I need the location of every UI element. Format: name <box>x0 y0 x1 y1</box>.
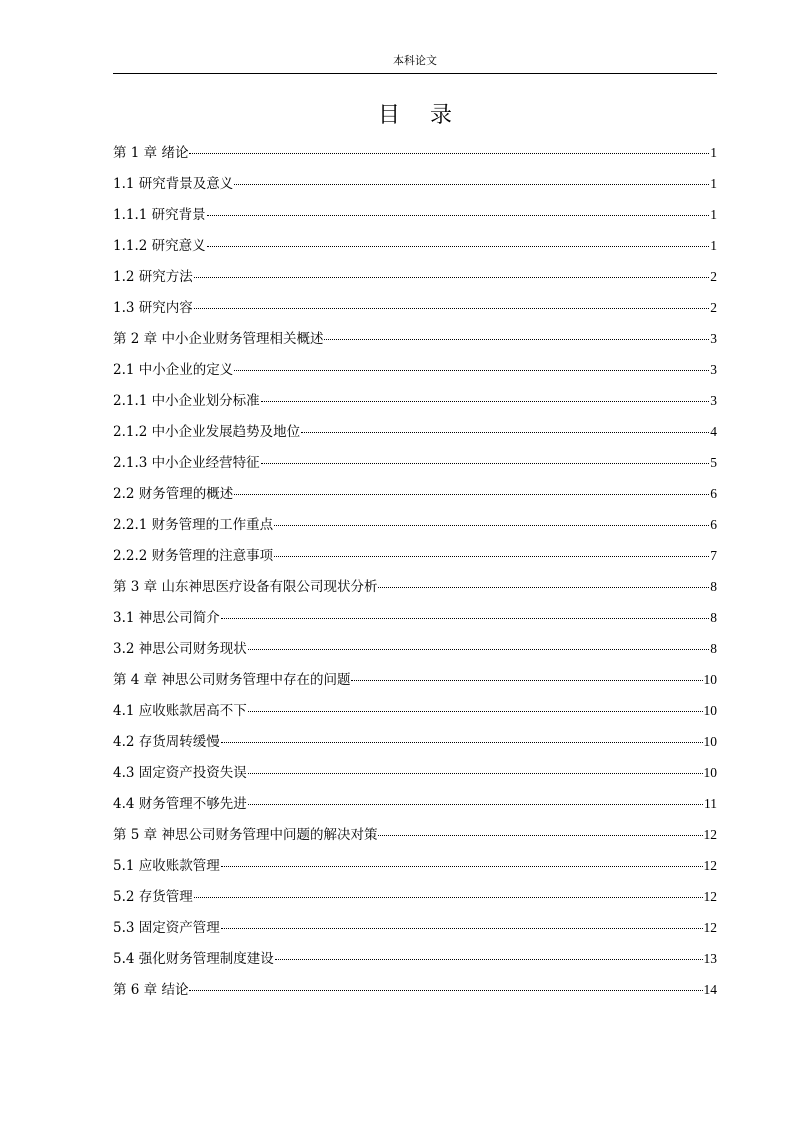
toc-leader-dots <box>248 711 703 712</box>
toc-leader-dots <box>351 680 702 681</box>
toc-entry-page: 2 <box>710 269 717 284</box>
toc-entry[interactable] <box>113 669 717 700</box>
toc-entry-page: 6 <box>710 486 717 501</box>
header-rule <box>113 73 717 74</box>
toc-entry[interactable] <box>113 142 717 173</box>
toc-leader-dots <box>207 246 710 247</box>
toc-entry[interactable] <box>113 762 717 793</box>
toc-leader-dots <box>275 959 703 960</box>
toc-entry[interactable] <box>113 638 717 669</box>
toc-entry-label: 第 6 章 结论 <box>113 982 189 998</box>
toc-entry-label: 2.2.2 财务管理的注意事项 <box>113 548 274 564</box>
toc-entry-label: 2.2 财务管理的概述 <box>113 486 234 502</box>
toc-leader-dots <box>248 649 709 650</box>
toc-entry-page: 10 <box>703 765 717 780</box>
toc-entry-label: 1.1.2 研究意义 <box>113 238 206 254</box>
toc-entry-label: 1.1 研究背景及意义 <box>113 176 234 192</box>
toc-leader-dots <box>207 215 710 216</box>
toc-entry-page: 12 <box>703 827 717 842</box>
toc-entry-page: 12 <box>703 920 717 935</box>
toc-leader-dots <box>221 742 703 743</box>
toc-leader-dots <box>378 835 702 836</box>
toc-entry[interactable] <box>113 979 717 1010</box>
toc-entry[interactable] <box>113 297 717 328</box>
toc-entry-label: 3.1 神思公司简介 <box>113 610 220 626</box>
toc-entry-label: 第 2 章 中小企业财务管理相关概述 <box>113 331 324 347</box>
toc-leader-dots <box>189 153 709 154</box>
toc-leader-dots <box>261 463 710 464</box>
toc-entry[interactable] <box>113 545 717 576</box>
toc-leader-dots <box>378 587 709 588</box>
toc-entry-page: 10 <box>703 734 717 749</box>
toc-entry-label: 4.4 财务管理不够先进 <box>113 796 247 812</box>
toc-entry[interactable] <box>113 793 717 824</box>
toc-entry-page: 12 <box>703 858 717 873</box>
toc-entry[interactable] <box>113 204 717 235</box>
toc-entry-page: 10 <box>703 672 717 687</box>
toc-entry-page: 1 <box>710 238 717 253</box>
toc-leader-dots <box>324 339 709 340</box>
toc-entry-page: 14 <box>703 982 717 997</box>
toc-entry-page: 6 <box>710 517 717 532</box>
toc-entry-page: 3 <box>710 362 717 377</box>
toc-leader-dots <box>301 432 709 433</box>
toc-entry-label: 2.2.1 财务管理的工作重点 <box>113 517 274 533</box>
toc-entry[interactable] <box>113 607 717 638</box>
toc-entry-page: 2 <box>710 300 717 315</box>
toc-leader-dots <box>194 308 709 309</box>
toc-leader-dots <box>234 184 709 185</box>
toc-entry-label: 第 4 章 神思公司财务管理中存在的问题 <box>113 672 351 688</box>
toc-entry-label: 4.2 存货周转缓慢 <box>113 734 220 750</box>
toc-entry[interactable] <box>113 855 717 886</box>
toc-entry[interactable] <box>113 235 717 266</box>
toc-leader-dots <box>274 556 709 557</box>
toc-entry[interactable] <box>113 421 717 452</box>
toc-entry[interactable] <box>113 173 717 204</box>
toc-entry[interactable] <box>113 514 717 545</box>
toc-leader-dots <box>248 773 703 774</box>
toc-entry-label: 2.1.1 中小企业划分标准 <box>113 393 260 409</box>
toc-entry-page: 3 <box>710 331 717 346</box>
toc-entry-label: 2.1.3 中小企业经营特征 <box>113 455 260 471</box>
toc-entry-label: 5.4 强化财务管理制度建设 <box>113 951 274 967</box>
toc-entry-label: 1.1.1 研究背景 <box>113 207 206 223</box>
toc-entry[interactable] <box>113 731 717 762</box>
toc-leader-dots <box>221 618 709 619</box>
toc-entry[interactable] <box>113 266 717 297</box>
toc-entry[interactable] <box>113 576 717 607</box>
toc-entry-page: 3 <box>710 393 717 408</box>
toc-entry-page: 1 <box>710 176 717 191</box>
toc-entry-label: 5.3 固定资产管理 <box>113 920 220 936</box>
toc-entry-page: 11 <box>704 796 717 811</box>
toc-entry-page: 8 <box>710 610 717 625</box>
toc-entry-page: 13 <box>703 951 717 966</box>
toc-leader-dots <box>261 401 710 402</box>
toc-entry[interactable] <box>113 328 717 359</box>
toc-entry-page: 4 <box>710 424 717 439</box>
toc-leader-dots <box>221 928 703 929</box>
toc-leader-dots <box>248 804 703 805</box>
toc-entry-label: 1.2 研究方法 <box>113 269 193 285</box>
toc-leader-dots <box>234 494 709 495</box>
toc-entry-page: 1 <box>710 207 717 222</box>
toc-entry-label: 5.2 存货管理 <box>113 889 193 905</box>
toc-entry[interactable] <box>113 452 717 483</box>
toc-entry-page: 5 <box>710 455 717 470</box>
toc-entry-page: 8 <box>710 641 717 656</box>
toc-leader-dots <box>194 897 703 898</box>
toc-entry-label: 第 3 章 山东神思医疗设备有限公司现状分析 <box>113 579 378 595</box>
toc-title: 目录 <box>377 103 482 128</box>
toc-leader-dots <box>189 990 702 991</box>
toc-leader-dots <box>234 370 709 371</box>
toc-entry-page: 1 <box>710 145 717 160</box>
toc-entry-label: 2.1 中小企业的定义 <box>113 362 234 378</box>
toc-entry-label: 第 5 章 神思公司财务管理中问题的解决对策 <box>113 827 378 843</box>
toc-entry-label: 第 1 章 绪论 <box>113 145 189 161</box>
table-of-contents <box>113 142 717 1010</box>
toc-entry[interactable] <box>113 483 717 514</box>
toc-entry[interactable] <box>113 917 717 948</box>
toc-entry-label: 4.3 固定资产投资失误 <box>113 765 247 781</box>
toc-entry-page: 10 <box>703 703 717 718</box>
toc-leader-dots <box>221 866 703 867</box>
toc-entry-label: 5.1 应收账款管理 <box>113 858 220 874</box>
toc-entry[interactable] <box>113 824 717 855</box>
toc-leader-dots <box>194 277 709 278</box>
page-header: 本科论文 <box>393 54 437 67</box>
toc-entry-label: 4.1 应收账款居高不下 <box>113 703 247 719</box>
toc-entry[interactable] <box>113 700 717 731</box>
toc-entry-page: 8 <box>710 579 717 594</box>
toc-entry[interactable] <box>113 390 717 421</box>
toc-entry-label: 3.2 神思公司财务现状 <box>113 641 247 657</box>
toc-entry[interactable] <box>113 948 717 979</box>
toc-entry-label: 1.3 研究内容 <box>113 300 193 316</box>
toc-entry-page: 12 <box>703 889 717 904</box>
toc-leader-dots <box>274 525 709 526</box>
toc-entry[interactable] <box>113 886 717 917</box>
toc-entry-label: 2.1.2 中小企业发展趋势及地位 <box>113 424 301 440</box>
toc-entry-page: 7 <box>710 548 717 563</box>
toc-entry[interactable] <box>113 359 717 390</box>
